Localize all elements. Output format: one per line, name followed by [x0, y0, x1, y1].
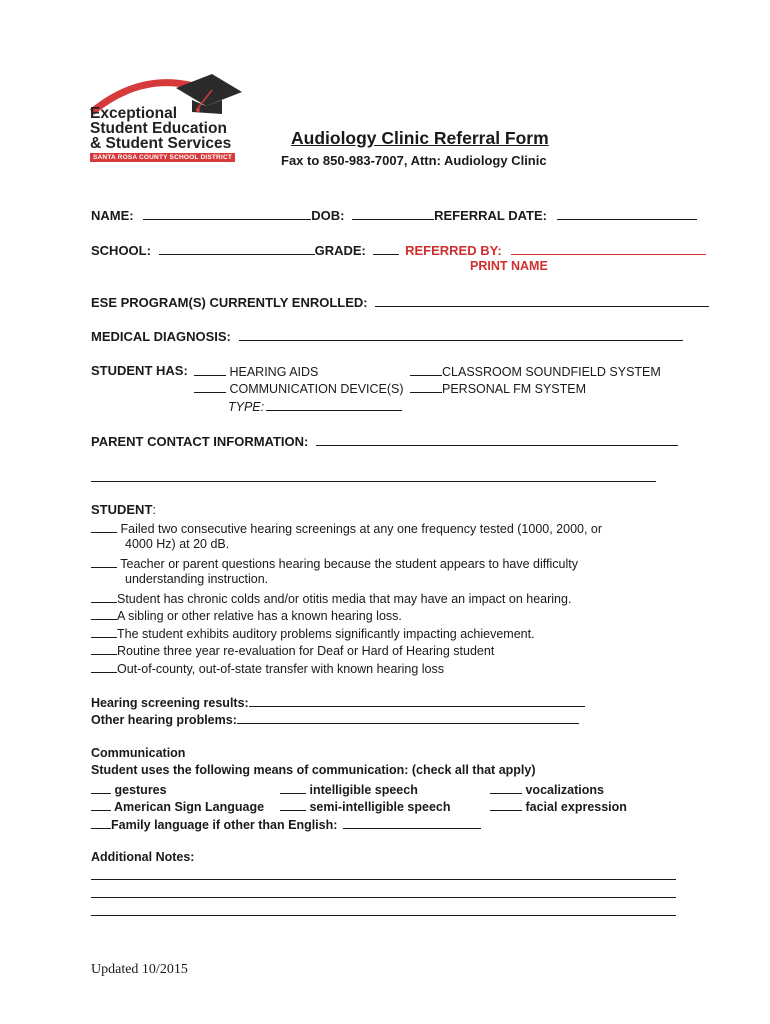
dob-label: DOB: [311, 208, 345, 223]
option-asl: American Sign Language [91, 798, 264, 814]
soundfield-text: CLASSROOM SOUNDFIELD SYSTEM [442, 365, 661, 379]
semi-intelligible-blank[interactable] [280, 798, 306, 811]
reason-1: Failed two consecutive hearing screenings at any one frequency tested (1000, 2000, or [91, 520, 602, 536]
school-label: SCHOOL: [91, 243, 151, 258]
fm-system-blank[interactable] [410, 380, 442, 393]
grade-field[interactable] [373, 242, 399, 255]
soundfield-option [410, 363, 661, 379]
communication-instruction: Student uses the following means of communication: (check all that apply) [91, 763, 536, 777]
family-language-check[interactable] [91, 816, 111, 829]
parent-contact-label: PARENT CONTACT INFORMATION: [91, 434, 309, 449]
medical-diagnosis-field[interactable] [239, 328, 683, 341]
hearing-aids-blank[interactable] [194, 363, 226, 376]
communication-device-option [194, 380, 404, 396]
option-vocalizations: vocalizations [490, 781, 604, 797]
reason-6-blank[interactable] [91, 642, 117, 655]
reason-3-blank[interactable] [91, 590, 117, 603]
gestures-blank[interactable] [91, 781, 111, 794]
reason-2-cont: understanding instruction. [125, 572, 269, 586]
logo-line-1: Exceptional [90, 105, 177, 122]
ese-programs-label: ESE PROGRAM(S) CURRENTLY ENROLLED: [91, 295, 368, 310]
vocalizations-blank[interactable] [490, 781, 522, 794]
device-type-field[interactable] [266, 398, 402, 411]
notes-line-1[interactable] [91, 879, 676, 880]
print-name-label: PRINT NAME [470, 259, 548, 273]
name-field[interactable] [143, 207, 311, 220]
name-label: NAME: [91, 208, 134, 223]
reason-3: Student has chronic colds and/or otitis media that may have an impact on hearing. [91, 590, 571, 606]
reason-6: Routine three year re-evaluation for Deaf or Hard of Hearing student [91, 642, 494, 658]
option-intelligible-speech: intelligible speech [280, 781, 418, 797]
reason-2-blank[interactable] [91, 555, 117, 568]
notes-line-3[interactable] [91, 915, 676, 916]
communication-device-blank[interactable] [194, 380, 226, 393]
referred-by-label: REFERRED BY: [405, 243, 502, 258]
communication-device-text: COMMUNICATION DEVICE(S) [229, 382, 404, 396]
other-problems-row [91, 711, 579, 727]
ese-programs-field[interactable] [375, 294, 709, 307]
hearing-aids-option [194, 363, 318, 379]
grade-label: GRADE: [314, 243, 366, 258]
reason-2: Teacher or parent questions hearing because the student appears to have difficulty [91, 555, 578, 571]
student-has-label: STUDENT HAS: [91, 363, 188, 378]
facial-expression-blank[interactable] [490, 798, 522, 811]
fm-system-option [410, 380, 586, 396]
referral-date-label: REFERRAL DATE: [434, 208, 547, 223]
updated-date: Updated 10/2015 [91, 962, 188, 977]
intelligible-speech-blank[interactable] [280, 781, 306, 794]
notes-line-2[interactable] [91, 897, 676, 898]
communication-heading: Communication [91, 746, 186, 760]
device-type-row [228, 398, 402, 414]
screening-results-label: Hearing screening results: [91, 696, 249, 710]
parent-contact-row [91, 433, 678, 449]
additional-notes-label: Additional Notes: [91, 850, 195, 864]
page-title: Audiology Clinic Referral Form [291, 128, 549, 148]
fax-line: Fax to 850-983-7007, Attn: Audiology Clinic [281, 153, 547, 168]
school-row [91, 242, 706, 258]
hearing-aids-text: HEARING AIDS [229, 365, 319, 379]
asl-blank[interactable] [91, 798, 111, 811]
family-language-row [91, 816, 481, 832]
parent-contact-field[interactable] [316, 433, 678, 446]
other-problems-label: Other hearing problems: [91, 713, 237, 727]
screening-results-row [91, 694, 585, 710]
referral-date-field[interactable] [557, 207, 697, 220]
screening-results-field[interactable] [249, 694, 585, 707]
option-semi-intelligible-speech: semi-intelligible speech [280, 798, 451, 814]
option-facial-expression: facial expression [490, 798, 627, 814]
student-heading: STUDENT: [91, 502, 157, 517]
reason-5: The student exhibits auditory problems significantly impacting achievement. [91, 625, 535, 641]
device-type-label: TYPE: [228, 400, 265, 414]
reason-4: A sibling or other relative has a known hearing loss. [91, 607, 402, 623]
name-row [91, 207, 697, 223]
school-field[interactable] [159, 242, 315, 255]
reason-7-blank[interactable] [91, 660, 117, 673]
ese-logo [88, 70, 248, 170]
parent-contact-line-2[interactable] [91, 481, 656, 482]
reason-1-cont: 4000 Hz) at 20 dB. [125, 537, 230, 551]
reason-1-blank[interactable] [91, 520, 117, 533]
reason-5-blank[interactable] [91, 625, 117, 638]
fm-system-text: PERSONAL FM SYSTEM [442, 382, 587, 396]
reason-7: Out-of-county, out-of-state transfer with known hearing loss [91, 660, 444, 676]
other-problems-field[interactable] [237, 711, 579, 724]
medical-diagnosis-row [91, 328, 683, 344]
ese-programs-row [91, 294, 709, 310]
dob-field[interactable] [352, 207, 434, 220]
referred-by-field[interactable] [511, 242, 706, 255]
soundfield-blank[interactable] [410, 363, 442, 376]
logo-line-3: & Student Services [90, 135, 232, 152]
family-language-field[interactable] [343, 816, 481, 829]
medical-diagnosis-label: MEDICAL DIAGNOSIS: [91, 329, 231, 344]
logo-district: SANTA ROSA COUNTY SCHOOL DISTRICT [90, 153, 235, 162]
option-gestures: gestures [91, 781, 167, 797]
logo-line-2: Student Education [90, 120, 227, 137]
reason-4-blank[interactable] [91, 607, 117, 620]
family-language-label: Family language if other than English: [111, 818, 338, 832]
